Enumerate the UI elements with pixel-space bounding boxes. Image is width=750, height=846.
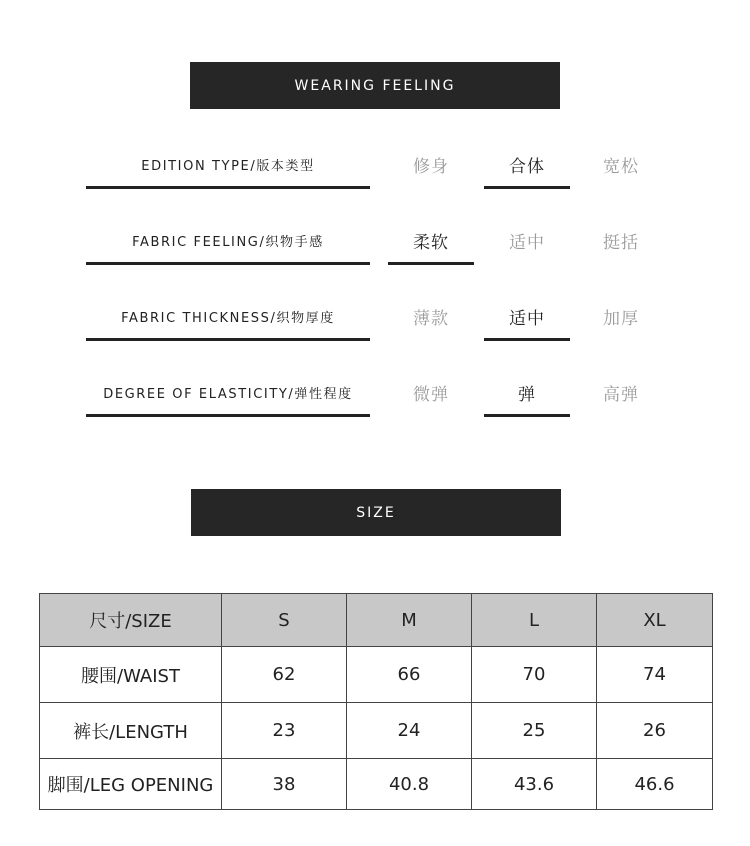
option-thick: 加厚 [603,308,639,329]
attribute-row-edition-type [0,142,750,192]
option-slight-stretch: 微弹 [413,384,449,405]
table-cell: 26 [597,703,713,759]
table-cell: 74 [597,647,713,703]
attribute-label-underline [86,338,370,341]
attribute-label: EDITION TYPE/版本类型 [141,158,315,174]
attribute-row-elasticity [0,370,750,420]
table-cell: 43.6 [472,759,597,810]
table-row [40,759,713,810]
option-thin: 薄款 [413,308,449,329]
table-cell: 70 [472,647,597,703]
option-stretch-selected: 弹 [518,384,536,405]
option-regular-selected: 合体 [509,156,545,177]
table-cell: 23 [222,703,347,759]
option-medium: 适中 [509,232,545,253]
table-row [40,703,713,759]
wearing-feeling-banner [190,62,560,109]
selected-underline [388,262,474,265]
wearing-feeling-title: WEARING FEELING [294,77,456,94]
size-table [39,593,713,810]
table-cell: 脚围/LEG OPENING [40,759,222,810]
table-cell: 66 [347,647,472,703]
size-banner [191,489,561,536]
attribute-label-underline [86,262,370,265]
attribute-row-fabric-feeling [0,218,750,268]
option-stiff: 挺括 [603,232,639,253]
table-header-cell: XL [597,594,713,647]
option-slim: 修身 [413,156,449,177]
table-header-cell: M [347,594,472,647]
option-loose: 宽松 [603,156,639,177]
selected-underline [484,338,570,341]
attribute-label: FABRIC FEELING/织物手感 [132,234,324,250]
attribute-label: FABRIC THICKNESS/织物厚度 [121,310,335,326]
table-cell: 62 [222,647,347,703]
attribute-label: DEGREE OF ELASTICITY/弹性程度 [103,386,353,402]
selected-underline [484,186,570,189]
table-cell: 24 [347,703,472,759]
table-cell: 38 [222,759,347,810]
option-medium-selected: 适中 [509,308,545,329]
selected-underline [484,414,570,417]
table-cell: 46.6 [597,759,713,810]
table-header-cell: 尺寸/SIZE [40,594,222,647]
table-row [40,647,713,703]
attribute-row-fabric-thickness [0,294,750,344]
table-cell: 40.8 [347,759,472,810]
table-cell: 腰围/WAIST [40,647,222,703]
size-title: SIZE [356,504,396,521]
table-header-row [40,594,713,647]
table-header-cell: S [222,594,347,647]
attribute-label-underline [86,414,370,417]
table-header-cell: L [472,594,597,647]
attribute-label-underline [86,186,370,189]
option-soft-selected: 柔软 [413,232,449,253]
table-cell: 裤长/LENGTH [40,703,222,759]
option-high-stretch: 高弹 [603,384,639,405]
table-cell: 25 [472,703,597,759]
